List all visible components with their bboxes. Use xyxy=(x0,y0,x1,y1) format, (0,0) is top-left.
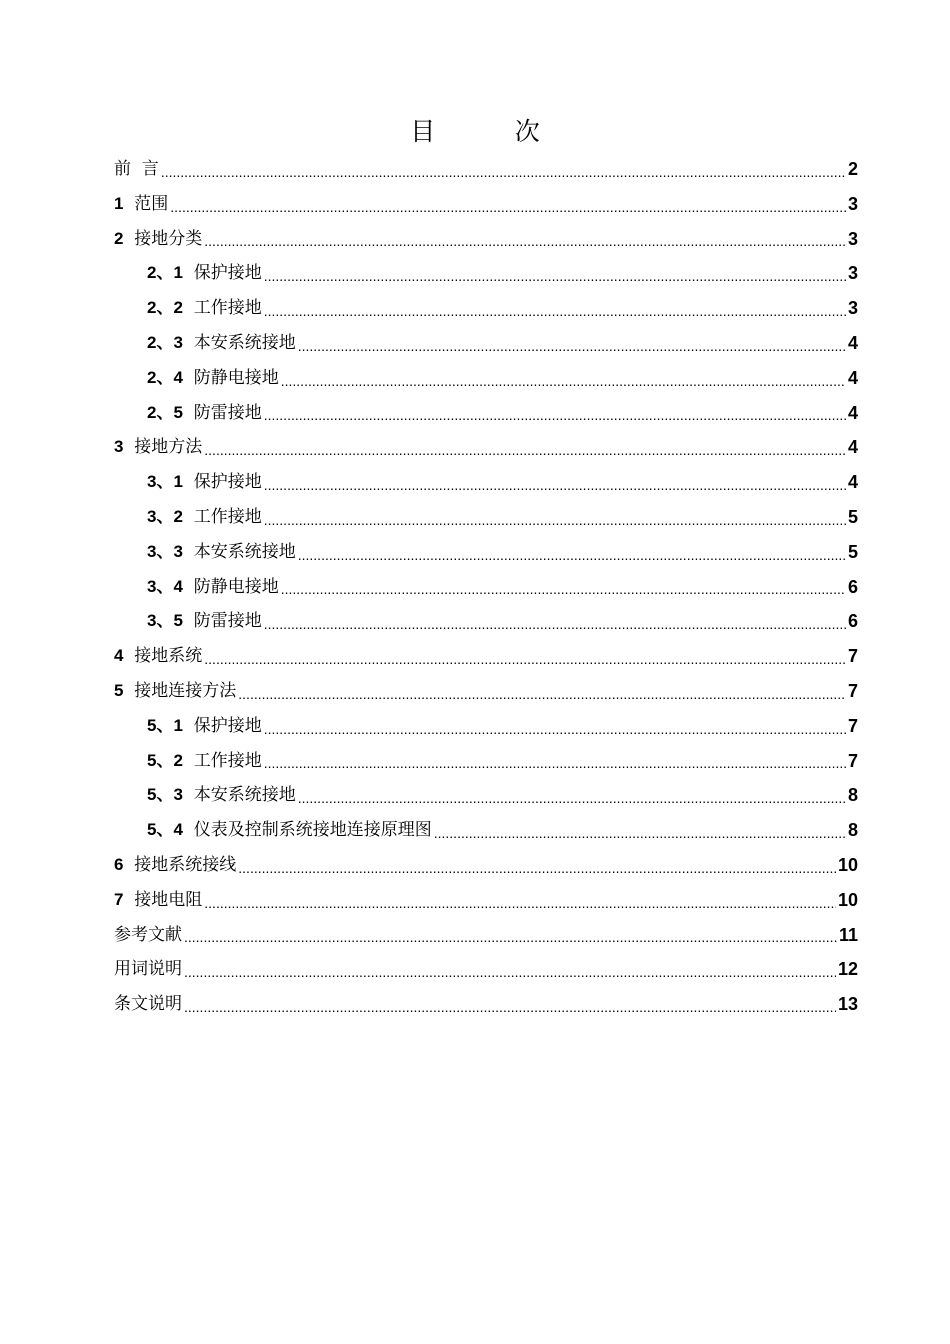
toc-entry-text: 保护接地 xyxy=(193,715,262,736)
toc-entry-number: 2 xyxy=(114,228,124,248)
toc-entry-label xyxy=(147,604,262,639)
toc-entry-page: 7 xyxy=(847,680,858,701)
dot-leader xyxy=(170,192,846,222)
toc-entry-number: 3 xyxy=(114,437,124,457)
toc-entry[interactable] xyxy=(114,952,858,987)
toc-entry-text: 本安系统接地 xyxy=(193,541,296,562)
toc-entry-number: 3、1 xyxy=(147,472,183,492)
toc-entry-page: 10 xyxy=(837,854,858,875)
toc-entry-label xyxy=(147,500,262,535)
dot-leader xyxy=(281,574,846,604)
toc-entry[interactable] xyxy=(114,361,858,396)
toc-entry-label xyxy=(147,535,296,570)
toc-entry[interactable] xyxy=(114,883,858,918)
toc-entry-text: 范围 xyxy=(134,193,169,214)
toc-entry-text: 工作接地 xyxy=(193,750,262,771)
toc-entry-page: 7 xyxy=(847,750,858,771)
toc-entry-page: 2 xyxy=(847,159,858,179)
toc-entry-text: 接地方法 xyxy=(134,437,203,458)
dot-leader xyxy=(264,261,846,291)
dot-leader xyxy=(264,748,846,778)
toc-entry-label xyxy=(147,361,279,396)
toc-entry-text: 工作接地 xyxy=(193,298,262,319)
toc-entry-number: 5 xyxy=(114,680,124,700)
toc-entry-text: 接地系统接线 xyxy=(134,854,237,875)
dot-leader xyxy=(298,331,846,361)
toc-entry-number: 2、3 xyxy=(147,332,183,352)
toc-entry-page: 10 xyxy=(837,889,858,910)
toc-entry-label xyxy=(114,222,202,257)
dot-leader xyxy=(264,400,846,430)
toc-entry-number: 2、1 xyxy=(147,263,183,283)
dot-leader xyxy=(264,505,846,535)
toc-entry-number: 4 xyxy=(114,646,124,666)
dot-leader xyxy=(264,296,846,326)
toc-entry[interactable] xyxy=(114,152,858,187)
toc-entry-label xyxy=(147,570,279,605)
toc-entry[interactable] xyxy=(114,222,858,257)
toc-entry-text: 防静电接地 xyxy=(193,367,279,388)
toc-entry-text: 接地分类 xyxy=(134,228,203,249)
toc-entry-label xyxy=(114,187,168,222)
toc-entry-text: 仪表及控制系统接地连接原理图 xyxy=(193,820,432,841)
dot-leader xyxy=(238,853,836,883)
toc-entry[interactable] xyxy=(114,570,858,605)
toc-entry-text: 条文说明 xyxy=(114,994,182,1015)
toc-entry-page: 12 xyxy=(837,959,858,980)
toc-entry-page: 3 xyxy=(847,263,858,284)
toc-entry-number: 3、3 xyxy=(147,541,183,561)
toc-entry-number: 7 xyxy=(114,889,124,909)
toc-entry-page: 8 xyxy=(847,820,858,841)
toc-entry-number: 5、2 xyxy=(147,750,183,770)
toc-entry-label xyxy=(147,396,262,431)
dot-leader xyxy=(281,366,846,396)
toc-entry-number: 1 xyxy=(114,193,124,213)
toc-entry-text: 接地连接方法 xyxy=(134,680,237,701)
toc-entry-number: 5、1 xyxy=(147,715,183,735)
toc-entry-page: 4 xyxy=(847,402,858,423)
toc-entry-label xyxy=(114,674,236,709)
toc-entry-number: 2、4 xyxy=(147,367,183,387)
toc-entry[interactable] xyxy=(114,639,858,674)
toc-entry-page: 13 xyxy=(837,994,858,1015)
toc-entry-number: 3、5 xyxy=(147,611,183,631)
dot-leader xyxy=(238,679,846,709)
toc-entry[interactable] xyxy=(114,848,858,883)
toc-entry-number: 3、4 xyxy=(147,576,183,596)
dot-leader xyxy=(161,157,846,187)
toc-entry-number: 2、5 xyxy=(147,402,183,422)
dot-leader xyxy=(204,644,846,674)
toc-entry[interactable] xyxy=(114,744,858,779)
toc-entry-page: 6 xyxy=(847,611,858,632)
toc-entry-page: 3 xyxy=(847,228,858,249)
toc-entry-label xyxy=(147,256,262,291)
toc-entry[interactable] xyxy=(114,500,858,535)
toc-entry-label xyxy=(114,848,236,883)
toc-entry-text: 接地电阻 xyxy=(134,889,203,910)
toc-entry-page: 5 xyxy=(847,541,858,562)
toc-entry[interactable] xyxy=(114,535,858,570)
toc-entry-label xyxy=(114,987,182,1022)
toc-entry[interactable] xyxy=(114,813,858,848)
toc-entry-label xyxy=(114,883,202,918)
toc-entry-number: 2、2 xyxy=(147,298,183,318)
toc-entry[interactable] xyxy=(114,430,858,465)
toc-entry[interactable] xyxy=(114,291,858,326)
page-title: 目 次 xyxy=(410,117,540,146)
dot-leader xyxy=(264,470,846,500)
dot-leader xyxy=(184,992,836,1022)
toc-entry-page: 4 xyxy=(847,437,858,458)
toc-entry-number: 3、2 xyxy=(147,506,183,526)
toc-entry-page: 6 xyxy=(847,576,858,597)
toc-entry-text: 防雷接地 xyxy=(193,611,262,632)
toc-entry-label xyxy=(147,744,262,779)
toc-entry-label xyxy=(114,152,159,187)
toc-entry-text: 前 言 xyxy=(114,159,159,179)
dot-leader xyxy=(184,922,837,952)
dot-leader xyxy=(298,540,846,570)
toc-entry-page: 7 xyxy=(847,715,858,736)
toc-entry-page: 3 xyxy=(847,193,858,214)
toc-entry-page: 5 xyxy=(847,506,858,527)
toc-entry-text: 工作接地 xyxy=(193,506,262,527)
toc-entry-number: 5、4 xyxy=(147,820,183,840)
toc-entry[interactable] xyxy=(114,256,858,291)
toc-entry[interactable] xyxy=(114,674,858,709)
toc-entry[interactable] xyxy=(114,778,858,813)
toc-entry-label xyxy=(147,778,296,813)
toc-entry-page: 11 xyxy=(838,924,858,945)
toc-entry[interactable] xyxy=(114,187,858,222)
toc-entry-text: 接地系统 xyxy=(134,646,203,667)
toc-entry-text: 本安系统接地 xyxy=(193,785,296,806)
toc-entry[interactable] xyxy=(114,918,858,953)
toc-entry-page: 4 xyxy=(847,367,858,388)
toc-entry-number: 6 xyxy=(114,854,124,874)
toc-entry-label xyxy=(147,326,296,361)
toc-entry-page: 7 xyxy=(847,646,858,667)
toc-entry-label xyxy=(114,918,182,953)
toc-entry-text: 保护接地 xyxy=(193,263,262,284)
toc-entry[interactable] xyxy=(114,326,858,361)
toc-entry[interactable] xyxy=(114,396,858,431)
dot-leader xyxy=(434,818,846,848)
toc-entry-text: 参考文献 xyxy=(114,924,182,945)
toc-entry-number: 5、3 xyxy=(147,785,183,805)
toc-entry-label xyxy=(147,813,432,848)
toc-entry-label xyxy=(114,639,202,674)
dot-leader xyxy=(264,609,846,639)
toc-entry-page: 3 xyxy=(847,298,858,319)
toc-entry-text: 防静电接地 xyxy=(193,576,279,597)
toc-entry-text: 防雷接地 xyxy=(193,402,262,423)
dot-leader xyxy=(184,957,836,987)
toc-entry-page: 8 xyxy=(847,785,858,806)
toc-entry[interactable] xyxy=(114,709,858,744)
toc-entry-text: 本安系统接地 xyxy=(193,332,296,353)
dot-leader xyxy=(298,783,846,813)
toc-entry-page: 4 xyxy=(847,472,858,493)
dot-leader xyxy=(204,226,846,256)
toc-entry-label xyxy=(114,952,182,987)
table-of-contents xyxy=(114,152,858,1022)
toc-entry-text: 用词说明 xyxy=(114,959,182,980)
toc-entry[interactable] xyxy=(114,604,858,639)
toc-entry-label xyxy=(147,709,262,744)
dot-leader xyxy=(204,435,846,465)
toc-entry-text: 保护接地 xyxy=(193,472,262,493)
dot-leader xyxy=(204,888,836,918)
toc-entry-label xyxy=(147,465,262,500)
dot-leader xyxy=(264,714,846,744)
toc-entry-page: 4 xyxy=(847,332,858,353)
toc-entry-label xyxy=(147,291,262,326)
toc-entry[interactable] xyxy=(114,465,858,500)
toc-entry-label xyxy=(114,430,202,465)
toc-entry[interactable] xyxy=(114,987,858,1022)
